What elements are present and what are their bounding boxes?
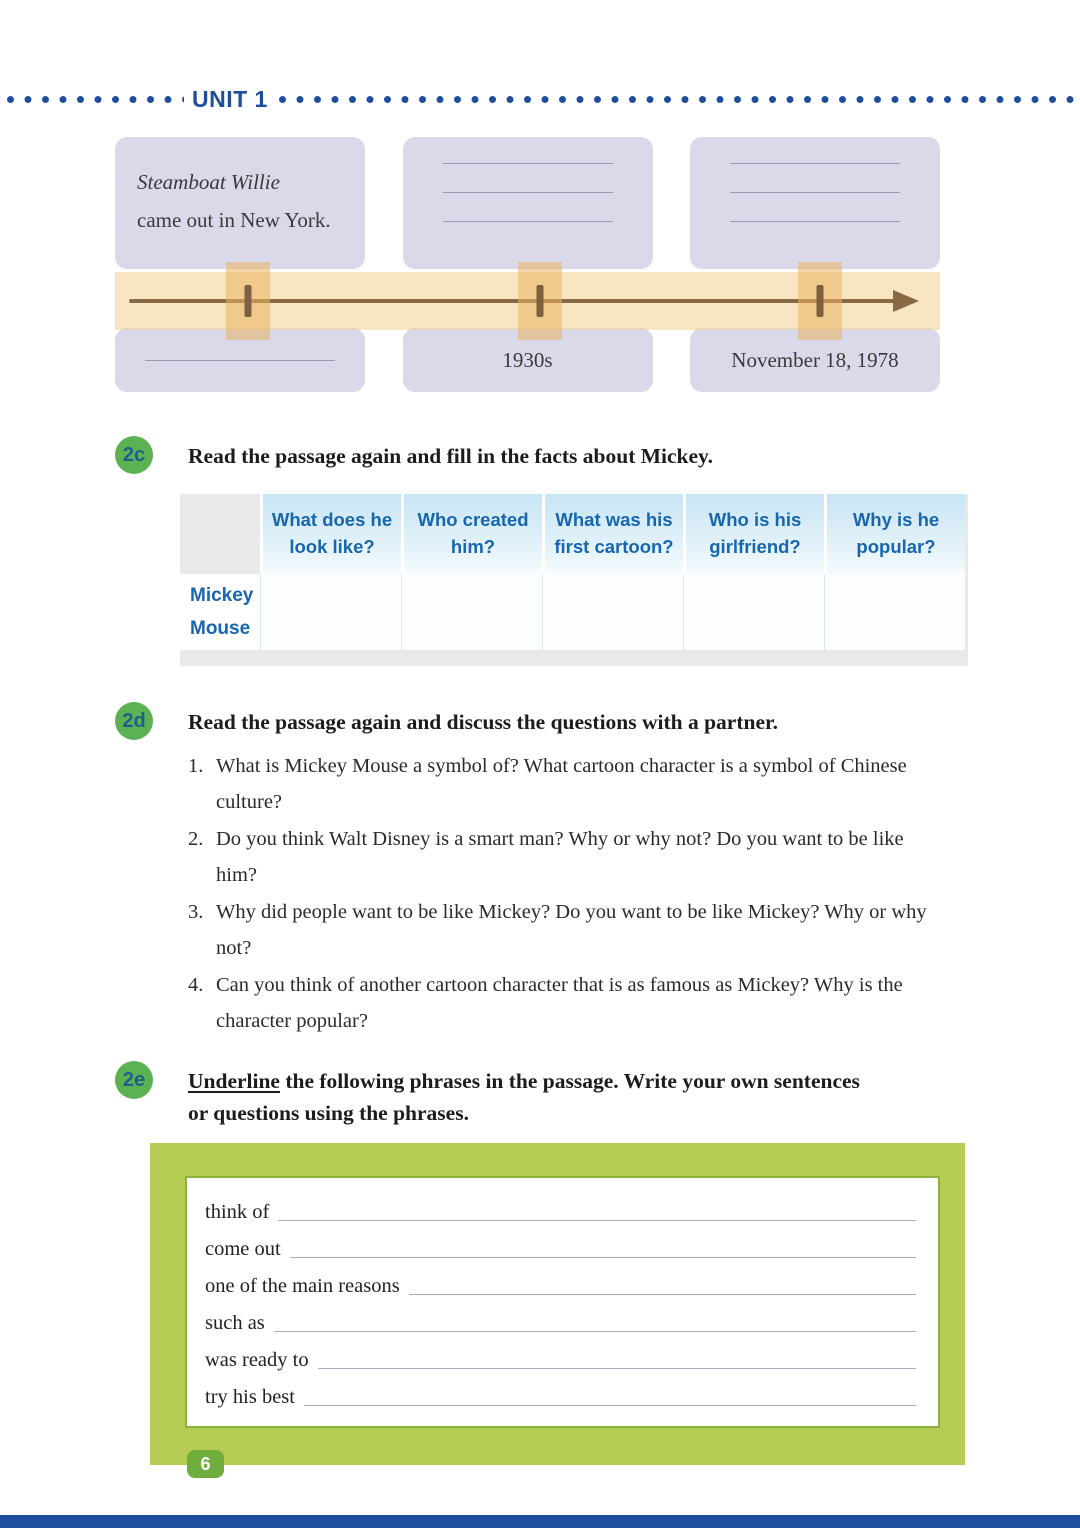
fill-in-line[interactable] (730, 221, 900, 222)
question-text: Can you think of another cartoon character that is as famous as Mickey? Why is the character popular? (216, 974, 903, 1032)
phrases-panel (150, 1143, 965, 1465)
facts-table-panel (180, 494, 968, 666)
fill-in-line[interactable] (409, 1294, 916, 1295)
phrase-label: one of the main reasons (205, 1275, 400, 1297)
question-item (188, 967, 948, 1039)
phrase-label: such as (205, 1312, 265, 1334)
table-answer-cell[interactable] (260, 574, 401, 650)
fill-in-line[interactable] (274, 1331, 916, 1332)
timeline-date-2: 1930s (502, 347, 553, 372)
section-2e-title-rest: the following phrases in the passage. Write your own sentences or questions using the phrases. (188, 1069, 860, 1125)
timeline-arrowhead-icon (893, 290, 919, 312)
timeline-event-1-text: came out in New York. (137, 208, 331, 232)
phrase-label: try his best (205, 1386, 295, 1408)
section-2e-badge: 2e (115, 1061, 153, 1099)
question-text: Do you think Walt Disney is a smart man? Why or why not? Do you want to be like him? (216, 828, 904, 886)
section-2d-title: Read the passage again and discuss the questions with a partner. (188, 710, 778, 734)
section-2e-title (188, 1061, 868, 1129)
unit-label: UNIT 1 (192, 86, 268, 112)
section-2c-badge: 2c (115, 436, 153, 474)
section-2e-title-underlined: Underline (188, 1069, 280, 1093)
dotted-rule-left (6, 95, 184, 104)
timeline (115, 137, 940, 392)
table-header-creator: Who created him? (401, 494, 542, 574)
phrase-row (205, 1264, 916, 1301)
timeline-date-3: November 18, 1978 (731, 347, 899, 372)
fill-in-line[interactable] (730, 163, 900, 164)
table-header-look: What does he look like? (260, 494, 401, 574)
table-answer-cell[interactable] (683, 574, 824, 650)
section-2c-header (115, 436, 975, 474)
question-text: What is Mickey Mouse a symbol of? What cartoon character is a symbol of Chinese culture? (216, 755, 907, 813)
phrase-row (205, 1301, 916, 1338)
timeline-event-box-2 (403, 137, 653, 269)
timeline-top-row (115, 137, 940, 269)
phrase-label: come out (205, 1238, 281, 1260)
section-2d-badge: 2d (115, 702, 153, 740)
table-answer-cell[interactable] (401, 574, 542, 650)
fill-in-line[interactable] (730, 192, 900, 193)
section-2d-header (115, 702, 975, 740)
fill-in-line[interactable] (304, 1405, 916, 1406)
phrases-box (185, 1176, 940, 1428)
timeline-tick-2 (518, 262, 562, 340)
table-answer-cell[interactable] (542, 574, 683, 650)
timeline-event-box-3 (690, 137, 940, 269)
question-item (188, 894, 948, 966)
unit-header (0, 86, 1080, 113)
bottom-edge-bar (0, 1515, 1080, 1528)
question-number: 4. (188, 974, 204, 996)
question-item (188, 821, 948, 893)
table-row-label: Mickey Mouse (180, 574, 260, 650)
section-2e-header (115, 1061, 975, 1129)
table-answer-cell[interactable] (824, 574, 965, 650)
timeline-tick-1 (226, 262, 270, 340)
section-2c-title: Read the passage again and fill in the facts about Mickey. (188, 444, 713, 468)
question-number: 3. (188, 901, 204, 923)
phrase-row (205, 1375, 916, 1412)
fill-in-line[interactable] (443, 163, 613, 164)
question-item (188, 748, 948, 820)
table-corner-cell (180, 494, 260, 574)
phrase-row (205, 1338, 916, 1375)
timeline-tick-3 (798, 262, 842, 340)
fill-in-line[interactable] (443, 192, 613, 193)
table-header-first-cartoon: What was his first cartoon? (542, 494, 683, 574)
question-number: 1. (188, 755, 204, 777)
fill-in-line[interactable] (443, 221, 613, 222)
fill-in-line[interactable] (278, 1220, 916, 1221)
table-header-popular: Why is he popular? (824, 494, 965, 574)
discussion-questions (188, 748, 948, 1039)
fill-in-line[interactable] (145, 360, 335, 361)
fill-in-line[interactable] (318, 1368, 916, 1369)
phrase-label: was ready to (205, 1349, 309, 1371)
table-header-girlfriend: Who is his girlfriend? (683, 494, 824, 574)
timeline-arrow-band (115, 272, 940, 330)
timeline-event-1-title: Steamboat Willie (137, 170, 280, 194)
phrase-row (205, 1227, 916, 1264)
timeline-event-box-1 (115, 137, 365, 269)
facts-table (180, 494, 965, 650)
phrase-label: think of (205, 1201, 270, 1223)
phrase-row (205, 1190, 916, 1227)
dotted-rule-right (278, 95, 1074, 104)
fill-in-line[interactable] (290, 1257, 916, 1258)
page-number-badge: 6 (187, 1450, 224, 1478)
question-number: 2. (188, 828, 204, 850)
question-text: Why did people want to be like Mickey? Do you want to be like Mickey? Why or why not? (216, 901, 927, 959)
